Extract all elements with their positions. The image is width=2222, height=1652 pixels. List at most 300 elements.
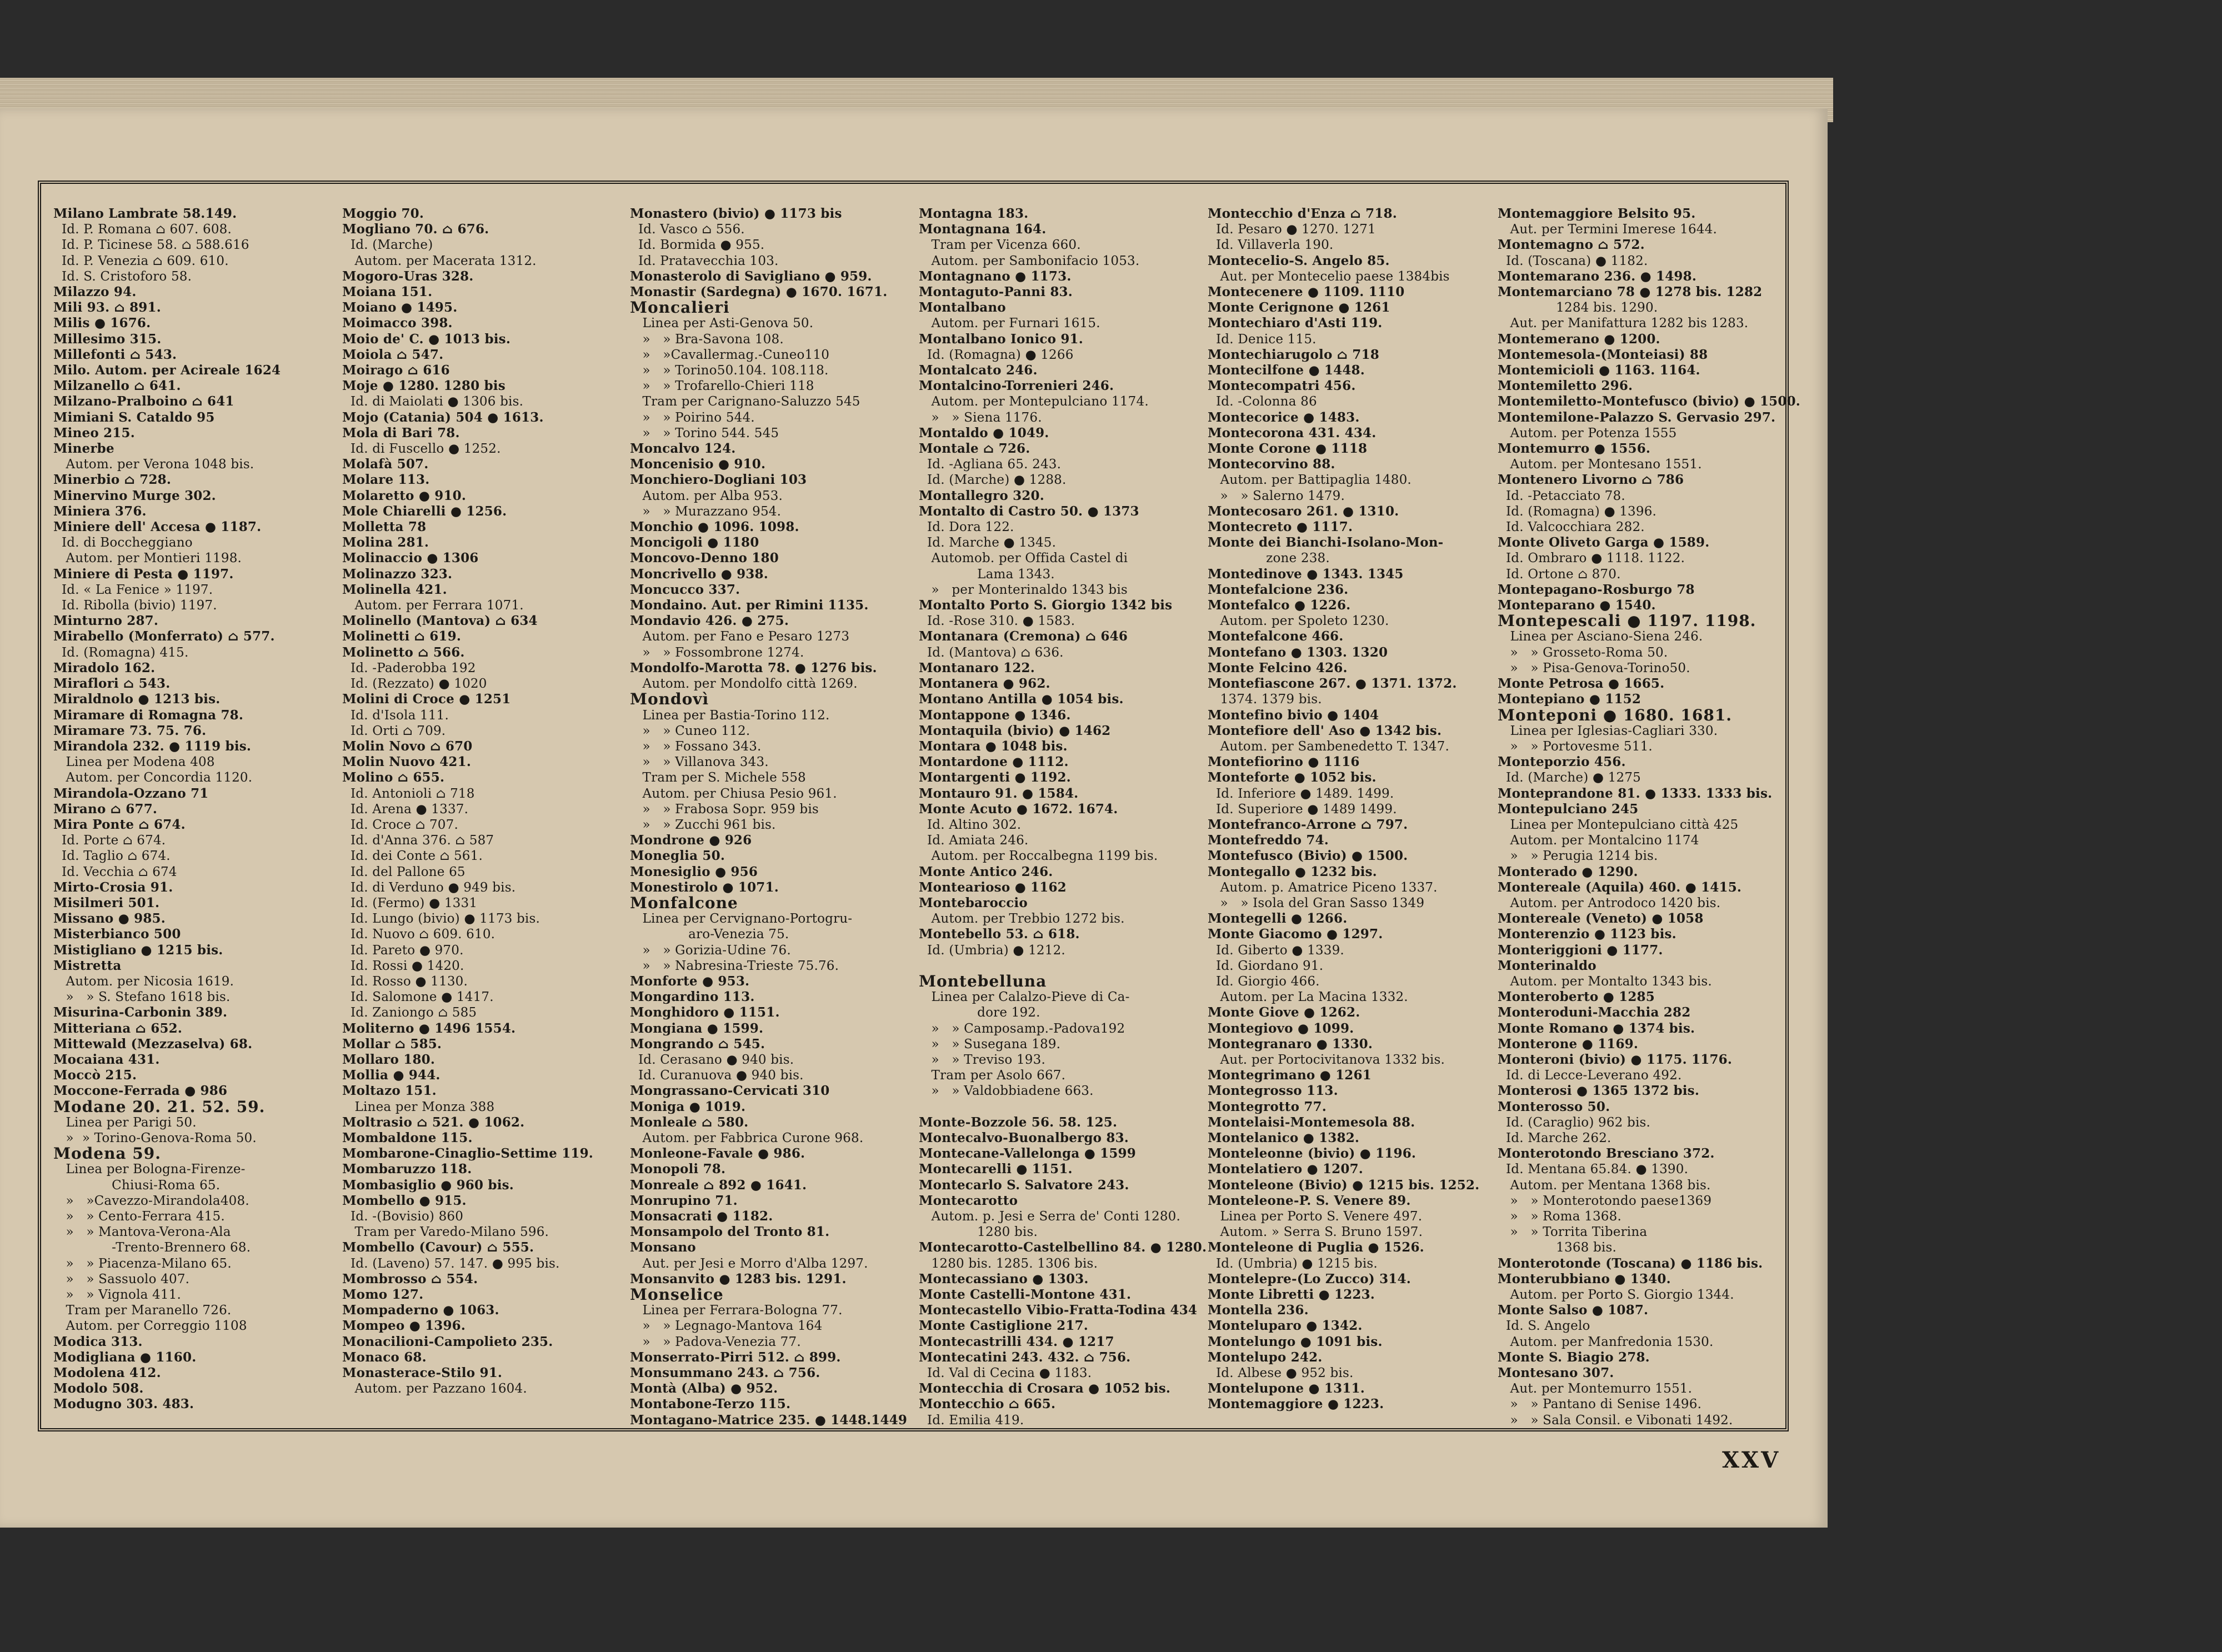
index-entry: Autom. per Montepulciano 1174.	[919, 394, 1149, 409]
index-entry: » » Portovesme 511.	[1498, 739, 1653, 754]
index-entry: Montemaggiore Belsito 95.	[1498, 206, 1696, 221]
index-entry: Miradolo 162.	[53, 660, 156, 675]
index-entry: Autom. per La Macina 1332.	[1208, 990, 1408, 1005]
index-entry: Molin Novo ⌂ 670	[342, 738, 473, 754]
index-entry: Modane 20. 21. 52. 59.	[53, 1097, 266, 1116]
index-entry: Id. -Petacciato 78.	[1498, 488, 1625, 503]
index-entry: Miraflori ⌂ 543.	[53, 676, 171, 692]
index-entry: Id. (Romagna) ● 1266	[919, 347, 1074, 362]
index-entry: Montefiascone 267. ● 1371. 1372.	[1208, 676, 1457, 692]
index-entry: Montecorona 431. 434.	[1208, 425, 1377, 440]
index-entry: Id. Dora 122.	[919, 520, 1014, 535]
index-entry: Autom. per Pazzano 1604.	[342, 1381, 527, 1396]
index-entry: Monte Salso ● 1087.	[1498, 1303, 1649, 1318]
index-entry: Mistretta	[53, 958, 122, 973]
index-entry: » » Siena 1176.	[919, 410, 1042, 425]
index-entry: Monterone ● 1169.	[1498, 1036, 1639, 1052]
index-entry: Monastir (Sardegna) ● 1670. 1671.	[630, 284, 888, 300]
index-entry: Monteponi ● 1680. 1681.	[1498, 705, 1733, 724]
index-entry: Id. Mentana 65.84. ● 1390.	[1498, 1162, 1689, 1177]
index-entry: Monesiglio ● 956	[630, 864, 758, 879]
index-entry: Moncovo-Denno 180	[630, 550, 779, 566]
index-entry: Id. Pesaro ● 1270. 1271	[1208, 222, 1376, 237]
index-entry: Id. -Agliana 65. 243.	[919, 457, 1062, 472]
index-entry: Montà (Alba) ● 952.	[630, 1381, 778, 1396]
index-entry: Linea per Monza 388	[342, 1099, 495, 1114]
index-entry: » » Treviso 193.	[919, 1052, 1045, 1067]
index-entry: Monteleone-P. S. Venere 89.	[1208, 1193, 1411, 1208]
index-entry: Montelupo 242.	[1208, 1349, 1323, 1365]
index-entry: Autom. per Battipaglia 1480.	[1208, 473, 1412, 488]
index-entry: Montemiletto-Montefusco (bivio) ● 1500.	[1498, 394, 1800, 409]
index-entry: Mongiana ● 1599.	[630, 1020, 764, 1036]
index-entry: Mogliano 70. ⌂ 676.	[342, 222, 489, 237]
index-entry: Monte Felcino 426.	[1208, 660, 1348, 675]
index-entry: Autom. per Ferrara 1071.	[342, 598, 524, 613]
index-entry: Montemesola-(Monteiasi) 88	[1498, 347, 1708, 362]
index-entry: Milzanello ⌂ 641.	[53, 378, 181, 394]
index-entry: Montelupone ● 1311.	[1208, 1381, 1365, 1396]
index-entry: Id. Ombraro ● 1118. 1122.	[1498, 551, 1685, 566]
index-entry: » » Trofarello-Chieri 118	[630, 379, 814, 394]
index-entry: Monterenzio ● 1123 bis.	[1498, 927, 1676, 942]
index-entry: » » Villanova 343.	[630, 755, 769, 770]
index-entry: Montegrosso 113.	[1208, 1083, 1338, 1099]
book-page	[0, 108, 1828, 1528]
index-entry: Monterado ● 1290.	[1498, 864, 1638, 879]
index-entry: Montenero Livorno ⌂ 786	[1498, 472, 1684, 488]
index-entry: Montemiletto 296.	[1498, 378, 1633, 394]
index-entry: Monterosso 50.	[1498, 1099, 1610, 1114]
index-entry: Montecelio-S. Angelo 85.	[1208, 253, 1390, 268]
index-entry: Monasterace-Stilo 91.	[342, 1365, 503, 1381]
index-entry: Autom. per Fabbrica Curone 968.	[630, 1130, 864, 1145]
index-entry: Montegrimano ● 1261	[1208, 1068, 1372, 1083]
index-entry: Montepescali ● 1197. 1198.	[1498, 612, 1756, 630]
index-entry: Monteleonne (bivio) ● 1196.	[1208, 1146, 1417, 1162]
index-entry: Miniere dell' Accesa ● 1187.	[53, 519, 262, 535]
index-entry: Monterubbiano ● 1340.	[1498, 1271, 1671, 1286]
index-entry: Moje ● 1280. 1280 bis	[342, 378, 506, 394]
index-entry: Monte-Bozzole 56. 58. 125.	[919, 1114, 1118, 1130]
index-entry: Mombaldone 115.	[342, 1130, 473, 1145]
index-entry: Montabone-Terzo 115.	[630, 1396, 791, 1412]
index-entry: Moncucco 337.	[630, 582, 740, 597]
index-entry: Monleale ⌂ 580.	[630, 1114, 749, 1130]
index-entry: Id. (Umbria) ● 1215 bis.	[1208, 1256, 1378, 1271]
index-entry: Montecassiano ● 1303.	[919, 1271, 1089, 1286]
index-column-2	[342, 206, 613, 1396]
index-entry: Monforte ● 953.	[630, 973, 750, 989]
index-entry: Montechiaro d'Asti 119.	[1208, 316, 1383, 331]
index-entry: » » Roma 1368.	[1498, 1209, 1622, 1224]
index-entry: Id. Albese ● 952 bis.	[1208, 1366, 1354, 1381]
index-entry: » » Nabresina-Trieste 75.76.	[630, 958, 839, 973]
index-entry: Id. -Colonna 86	[1208, 394, 1317, 409]
index-entry: Monghidoro ● 1151.	[630, 1005, 780, 1020]
index-entry: Moimacco 398.	[342, 316, 453, 331]
index-entry: Id. Lungo (bivio) ● 1173 bis.	[342, 912, 540, 927]
index-entry: Montemilone-Palazzo S. Gervasio 297.	[1498, 409, 1776, 425]
index-entry: Mondavio 426. ● 275.	[630, 613, 789, 629]
index-entry: Id. dei Conte ⌂ 561.	[342, 849, 483, 864]
index-entry: Monte Acuto ● 1672. 1674.	[919, 801, 1118, 817]
index-entry: Moncenisio ● 910.	[630, 457, 766, 472]
index-entry: Id. Ribolla (bivio) 1197.	[53, 598, 217, 613]
index-entry: Milis ● 1676.	[53, 316, 151, 331]
index-entry: Montegiovo ● 1099.	[1208, 1020, 1354, 1036]
index-entry: Molafà 507.	[342, 457, 429, 472]
index-entry: Autom. per Alba 953.	[630, 488, 783, 503]
index-entry: Id. (Rezzato) ● 1020	[342, 677, 487, 692]
index-entry: Linea per Asti-Genova 50.	[630, 316, 814, 331]
index-entry: Montagnana 164.	[919, 222, 1047, 237]
index-entry: Milo. Autom. per Acireale 1624	[53, 363, 281, 378]
index-entry: Autom. » Serra S. Bruno 1597.	[1208, 1225, 1423, 1240]
index-entry: Montecreto ● 1117.	[1208, 519, 1353, 535]
index-entry: Monteriggioni ● 1177.	[1498, 942, 1663, 958]
index-entry: » » Pantano di Senise 1496.	[1498, 1397, 1702, 1412]
index-entry: Id. Giorgio 466.	[1208, 974, 1320, 989]
index-entry: Montaguto-Panni 83.	[919, 284, 1073, 300]
index-entry: » » Piacenza-Milano 65.	[53, 1256, 232, 1271]
index-entry: Modena 59.	[53, 1144, 162, 1163]
index-entry: Molletta 78	[342, 519, 427, 535]
index-entry: Linea per Modena 408	[53, 755, 215, 770]
index-entry: Minerbe	[53, 441, 114, 457]
index-entry: Montappone ● 1346.	[919, 707, 1071, 723]
index-entry: Modolena 412.	[53, 1365, 161, 1381]
index-entry: Montegallo ● 1232 bis.	[1208, 864, 1377, 879]
index-entry: Montedinove ● 1343. 1345	[1208, 566, 1404, 582]
index-entry: Monteforte ● 1052 bis.	[1208, 770, 1377, 785]
index-entry: Montecane-Vallelonga ● 1599	[919, 1146, 1136, 1162]
index-entry: Montecilfone ● 1448.	[1208, 363, 1365, 378]
index-entry: Id. Giberto ● 1339.	[1208, 943, 1344, 958]
index-entry: Monteleone di Puglia ● 1526.	[1208, 1240, 1424, 1255]
index-entry: » per Monterinaldo 1343 bis	[919, 582, 1128, 597]
index-entry: Monte Castelli-Montone 431.	[919, 1287, 1132, 1303]
index-entry: Tram per Asolo 667.	[919, 1068, 1066, 1083]
index-entry: Id. (Marche) ● 1288.	[919, 473, 1067, 488]
index-entry: Montecastello Vibio-Fratta-Todina 434	[919, 1303, 1198, 1318]
index-entry: Autom. per Manfredonia 1530.	[1498, 1334, 1714, 1349]
index-entry: Minerbio ⌂ 728.	[53, 472, 172, 488]
index-entry: Id. Arena ● 1337.	[342, 802, 469, 817]
index-entry: Autom. per Porto S. Giorgio 1344.	[1498, 1288, 1734, 1303]
index-column-5	[1208, 206, 1479, 1413]
index-entry: Chiusi-Roma 65.	[53, 1178, 221, 1193]
index-entry: Id. di Lecce-Leverano 492.	[1498, 1068, 1682, 1083]
index-entry: Mongrassano-Cervicati 310	[630, 1083, 830, 1099]
index-entry: Moiola ⌂ 547.	[342, 347, 444, 362]
index-entry: Molaretto ● 910.	[342, 488, 467, 503]
index-entry: Mola di Bari 78.	[342, 425, 460, 440]
index-entry: Moniga ● 1019.	[630, 1099, 746, 1114]
index-entry: Montefino bivio ● 1404	[1208, 707, 1379, 723]
index-entry: Milazzo 94.	[53, 284, 137, 300]
index-entry: Linea per Bastia-Torino 112.	[630, 708, 830, 723]
index-entry: » » Perugia 1214 bis.	[1498, 849, 1658, 864]
index-entry: Id. (Laveno) 57. 147. ● 995 bis.	[342, 1256, 560, 1271]
index-entry: Moiano ● 1495.	[342, 300, 458, 316]
index-entry: Miramare 73. 75. 76.	[53, 723, 207, 738]
index-entry: Montefano ● 1303. 1320	[1208, 644, 1388, 660]
index-entry: Mirto-Crosia 91.	[53, 879, 173, 895]
index-entry: Autom. per Montesano 1551.	[1498, 457, 1702, 472]
index-entry: Montegranaro ● 1330.	[1208, 1036, 1373, 1052]
index-entry: Id. Marche ● 1345.	[919, 535, 1057, 550]
index-entry: Miniere di Pesta ● 1197.	[53, 566, 234, 582]
index-entry: Autom. per Mondolfo città 1269.	[630, 677, 858, 692]
index-entry: Monreale ⌂ 892 ● 1641.	[630, 1177, 807, 1193]
index-entry: Molinetti ⌂ 619.	[342, 629, 462, 644]
index-entry: Montegrotto 77.	[1208, 1099, 1327, 1114]
index-entry: Moncrivello ● 938.	[630, 566, 768, 582]
index-entry: Montemagno ⌂ 572.	[1498, 237, 1645, 253]
index-entry: Mondaino. Aut. per Rimini 1135.	[630, 598, 869, 613]
index-entry: Mombaruzzo 118.	[342, 1162, 472, 1177]
index-entry: Montefalcone 466.	[1208, 629, 1344, 644]
index-entry: Id. (Romagna) 415.	[53, 645, 189, 660]
index-entry: Monteroberto ● 1285	[1498, 989, 1655, 1005]
index-entry: Montecenere ● 1109. 1110	[1208, 284, 1405, 300]
index-entry: Id. Pareto ● 970.	[342, 943, 464, 958]
index-entry: Monsampolo del Tronto 81.	[630, 1224, 830, 1240]
index-entry: Id. « La Fenice » 1197.	[53, 582, 213, 597]
index-entry: Monte Cerignone ● 1261	[1208, 300, 1390, 316]
index-entry: Milzano-Pralboino ⌂ 641	[53, 394, 234, 409]
index-entry: Autom. per Concordia 1120.	[53, 770, 253, 785]
index-entry: » » Torino50.104. 108.118.	[630, 363, 829, 378]
index-entry: Monterotonde (Toscana) ● 1186 bis.	[1498, 1255, 1763, 1271]
index-entry: Moirago ⌂ 616	[342, 363, 450, 378]
index-entry: Id. (Mantova) ⌂ 636.	[919, 645, 1064, 660]
index-entry: Montecosaro 261. ● 1310.	[1208, 503, 1399, 519]
index-entry: Montalcino-Torrenieri 246.	[919, 378, 1114, 394]
index-entry: » » S. Stefano 1618 bis.	[53, 990, 231, 1005]
index-entry: Montargenti ● 1192.	[919, 770, 1071, 785]
index-entry: Monleone-Favale ● 986.	[630, 1146, 805, 1162]
index-entry: Monte Giove ● 1262.	[1208, 1005, 1360, 1020]
index-entry: Mombarone-Cinaglio-Settime 119.	[342, 1146, 594, 1162]
index-entry: Id. Ortone ⌂ 870.	[1498, 567, 1621, 582]
index-entry: Autom. per Nicosia 1619.	[53, 974, 234, 989]
index-entry: Millefonti ⌂ 543.	[53, 347, 177, 362]
index-entry: Id. (Romagna) ● 1396.	[1498, 504, 1657, 519]
index-entry: Mompeo ● 1396.	[342, 1318, 466, 1334]
page-number: XXV	[1722, 1447, 1781, 1473]
index-entry: Id. (Marche) ● 1275	[1498, 770, 1641, 785]
index-entry: Tram per Vicenza 660.	[919, 238, 1081, 253]
index-entry: Mojo (Catania) 504 ● 1613.	[342, 409, 544, 425]
index-entry: Montearioso ● 1162	[919, 879, 1067, 895]
index-entry: Autom. per Montalto 1343 bis.	[1498, 974, 1712, 989]
index-entry	[919, 958, 1190, 974]
index-entry: » » Padova-Venezia 77.	[630, 1334, 801, 1349]
index-entry: Lama 1343.	[919, 567, 1055, 582]
index-entry: Montalto Porto S. Giorgio 1342 bis	[919, 598, 1173, 613]
index-entry: Missano ● 985.	[53, 911, 166, 927]
index-entry: Mirandola-Ozzano 71	[53, 785, 209, 801]
index-entry: Montefiore dell' Aso ● 1342 bis.	[1208, 723, 1442, 738]
index-entry: Montagnano ● 1173.	[919, 268, 1072, 284]
index-entry: Monterotondo Bresciano 372.	[1498, 1146, 1715, 1162]
index-entry: Monteroduni-Macchia 282	[1498, 1005, 1691, 1020]
index-entry: 1368 bis.	[1498, 1240, 1617, 1255]
index-entry: » » Sala Consil. e Vibonati 1492.	[1498, 1413, 1733, 1428]
index-entry: Moccone-Ferrada ● 986	[53, 1083, 228, 1099]
index-entry: Mirandola 232. ● 1119 bis.	[53, 738, 252, 754]
index-entry: Mondrone ● 926	[630, 833, 752, 848]
index-entry: Autom. per Antrodoco 1420 bis.	[1498, 895, 1721, 910]
index-entry: Montecorvino 88.	[1208, 457, 1335, 472]
index-entry: » » Fossombrone 1274.	[630, 645, 804, 660]
index-entry: Moncalieri	[630, 298, 730, 317]
index-entry: Minervino Murge 302.	[53, 488, 216, 503]
index-entry: Montefalcione 236.	[1208, 582, 1349, 597]
index-entry: » » Murazzano 954.	[630, 504, 782, 519]
index-entry: Id. Porte ⌂ 674.	[53, 833, 166, 848]
index-entry: » » Poirino 544.	[630, 410, 755, 425]
index-entry: Monte Castiglione 217.	[919, 1318, 1088, 1334]
index-entry: Montanera ● 962.	[919, 676, 1050, 692]
index-entry: aro-Venezia 75.	[630, 927, 789, 942]
index-entry: Id. Valcocchiara 282.	[1498, 520, 1645, 535]
index-entry: Autom. per Sambonifacio 1053.	[919, 253, 1140, 268]
index-column-6	[1498, 206, 1800, 1428]
index-entry: Montefranco-Arrone ⌂ 797.	[1208, 817, 1408, 832]
index-entry: Modugno 303. 483.	[53, 1396, 194, 1412]
index-entry: Monopoli 78.	[630, 1162, 726, 1177]
index-entry: Monteroni (bivio) ● 1175. 1176.	[1498, 1052, 1733, 1067]
index-entry: » » Mantova-Verona-Ala	[53, 1225, 231, 1240]
index-entry: Autom. per Correggio 1108	[53, 1319, 247, 1334]
index-entry: » » Valdobbiadene 663.	[919, 1084, 1094, 1099]
index-entry: » » Cento-Ferrara 415.	[53, 1209, 225, 1224]
index-entry: » » Gorizia-Udine 76.	[630, 943, 791, 958]
index-entry: Montebaroccio	[919, 895, 1028, 910]
index-entry: Id. Vasco ⌂ 556.	[630, 222, 745, 237]
index-entry: Id. -Paderobba 192	[342, 660, 476, 675]
index-entry: Montepulciano 245	[1498, 801, 1639, 817]
index-entry: Id. P. Venezia ⌂ 609. 610.	[53, 253, 229, 268]
index-entry: » » Isola del Gran Sasso 1349	[1208, 895, 1425, 910]
index-entry: Montemurro ● 1556.	[1498, 441, 1651, 457]
index-entry: Aut. per Jesi e Morro d'Alba 1297.	[630, 1256, 868, 1271]
index-entry: Id. (Fermo) ● 1331	[342, 895, 478, 910]
index-entry: Id. Rossi ● 1420.	[342, 958, 464, 973]
index-entry: Miramare di Romagna 78.	[53, 707, 244, 723]
index-entry: Automob. per Offida Castel di	[919, 551, 1128, 566]
index-entry: Monteprandone 81. ● 1333. 1333 bis.	[1498, 785, 1773, 801]
index-entry: » »Cavallermag.-Cuneo110	[630, 347, 830, 362]
index-entry: Autom. per Montieri 1198.	[53, 551, 242, 566]
index-entry: Autom. per Chiusa Pesio 961.	[630, 786, 837, 801]
index-entry: Monte Giacomo ● 1297.	[1208, 927, 1383, 942]
index-entry: Montebello 53. ⌂ 618.	[919, 927, 1080, 942]
index-entry: Id. Vecchia ⌂ 674	[53, 864, 177, 879]
index-entry: » » Zucchi 961 bis.	[630, 817, 776, 832]
index-entry: Monterosi ● 1365 1372 bis.	[1498, 1083, 1700, 1099]
index-entry: Montelatiero ● 1207.	[1208, 1162, 1363, 1177]
index-entry: -Trento-Brennero 68.	[53, 1240, 251, 1255]
index-entry: Mogoro-Uras 328.	[342, 268, 474, 284]
index-entry: Id. Marche 262.	[1498, 1130, 1612, 1145]
index-entry: Moliterno ● 1496 1554.	[342, 1020, 516, 1036]
index-entry: Monserrato-Pirri 512. ⌂ 899.	[630, 1349, 841, 1365]
index-entry: Momo 127.	[342, 1287, 424, 1303]
index-entry: Monasterolo di Savigliano ● 959.	[630, 268, 872, 284]
index-entry: Milano Lambrate 58.149.	[53, 206, 237, 221]
index-entry: Id. Rosso ● 1130.	[342, 974, 468, 989]
index-entry: Id. Denice 115.	[1208, 332, 1317, 347]
index-entry: Montecarotto	[919, 1193, 1018, 1208]
index-entry: » » Monterotondo paese1369	[1498, 1193, 1712, 1208]
index-entry: Autom. per Mentana 1368 bis.	[1498, 1178, 1711, 1193]
index-entry: Mittewald (Mezzaselva) 68.	[53, 1036, 253, 1052]
index-entry: Tram per Varedo-Milano 596.	[342, 1225, 549, 1240]
index-entry: Monsacrati ● 1182.	[630, 1209, 773, 1224]
index-entry: Mira Ponte ⌂ 674.	[53, 817, 186, 832]
index-entry: Montepagano-Rosburgo 78	[1498, 582, 1695, 597]
index-entry	[919, 1099, 1190, 1115]
index-entry: Autom. per Montalcino 1174	[1498, 833, 1699, 848]
index-entry: Mollaro 180.	[342, 1052, 436, 1067]
index-entry: Aut. per Montecelio paese 1384bis	[1208, 269, 1450, 284]
index-column-4	[919, 206, 1207, 1428]
index-entry: Mistigliano ● 1215 bis.	[53, 942, 223, 958]
index-entry: Id. Nuovo ⌂ 609. 610.	[342, 927, 496, 942]
index-entry: Monteleone (Bivio) ● 1215 bis. 1252.	[1208, 1177, 1480, 1193]
index-entry: Molinaccio ● 1306	[342, 550, 479, 566]
index-entry: Montecarelli ● 1151.	[919, 1162, 1073, 1177]
index-entry: Montagna 183.	[919, 206, 1029, 221]
index-entry: Linea per Porto S. Venere 497.	[1208, 1209, 1423, 1224]
index-entry: Mollar ⌂ 585.	[342, 1036, 442, 1052]
index-entry: Moggio 70.	[342, 206, 424, 221]
index-entry: Montereale (Aquila) 460. ● 1415.	[1498, 879, 1742, 895]
index-entry: Id. Inferiore ● 1489. 1499.	[1208, 786, 1394, 801]
index-entry: Montebelluna	[919, 972, 1047, 990]
index-entry: Molina 281.	[342, 535, 429, 550]
index-entry: Id. Val di Cecina ● 1183.	[919, 1366, 1092, 1381]
index-entry: Linea per Ferrara-Bologna 77.	[630, 1303, 843, 1318]
index-entry: Mineo 215.	[53, 425, 135, 440]
index-entry: Monaco 68.	[342, 1349, 427, 1365]
index-entry: Montanara (Cremona) ⌂ 646	[919, 629, 1128, 644]
index-entry: Molinello (Mantova) ⌂ 634	[342, 613, 538, 629]
index-entry: Montemaggiore ● 1223.	[1208, 1396, 1384, 1412]
index-entry: Montecompatri 456.	[1208, 378, 1356, 394]
index-entry: Montemerano ● 1200.	[1498, 331, 1660, 347]
index-entry: Id. Pratavecchia 103.	[630, 253, 779, 268]
index-entry: Modica 313.	[53, 1334, 143, 1349]
index-entry: » » Bra-Savona 108.	[630, 332, 784, 347]
index-entry: Montecalvo-Buonalbergo 83.	[919, 1130, 1129, 1145]
index-entry: Monestirolo ● 1071.	[630, 879, 779, 895]
index-entry: Mole Chiarelli ● 1256.	[342, 503, 507, 519]
index-entry: Id. Zaniongo ⌂ 585	[342, 1005, 477, 1020]
index-entry: Tram per S. Michele 558	[630, 770, 806, 785]
index-entry: Molini di Croce ● 1251	[342, 692, 511, 707]
index-entry: Id. Amiata 246.	[919, 833, 1029, 848]
index-entry: Molinella 421.	[342, 582, 447, 597]
index-entry: Moncigoli ● 1180	[630, 535, 759, 550]
index-entry: Montalto di Castro 50. ● 1373	[919, 503, 1139, 519]
index-entry: » » Torrita Tiberina	[1498, 1225, 1648, 1240]
index-entry: Molin Nuovo 421.	[342, 754, 472, 770]
